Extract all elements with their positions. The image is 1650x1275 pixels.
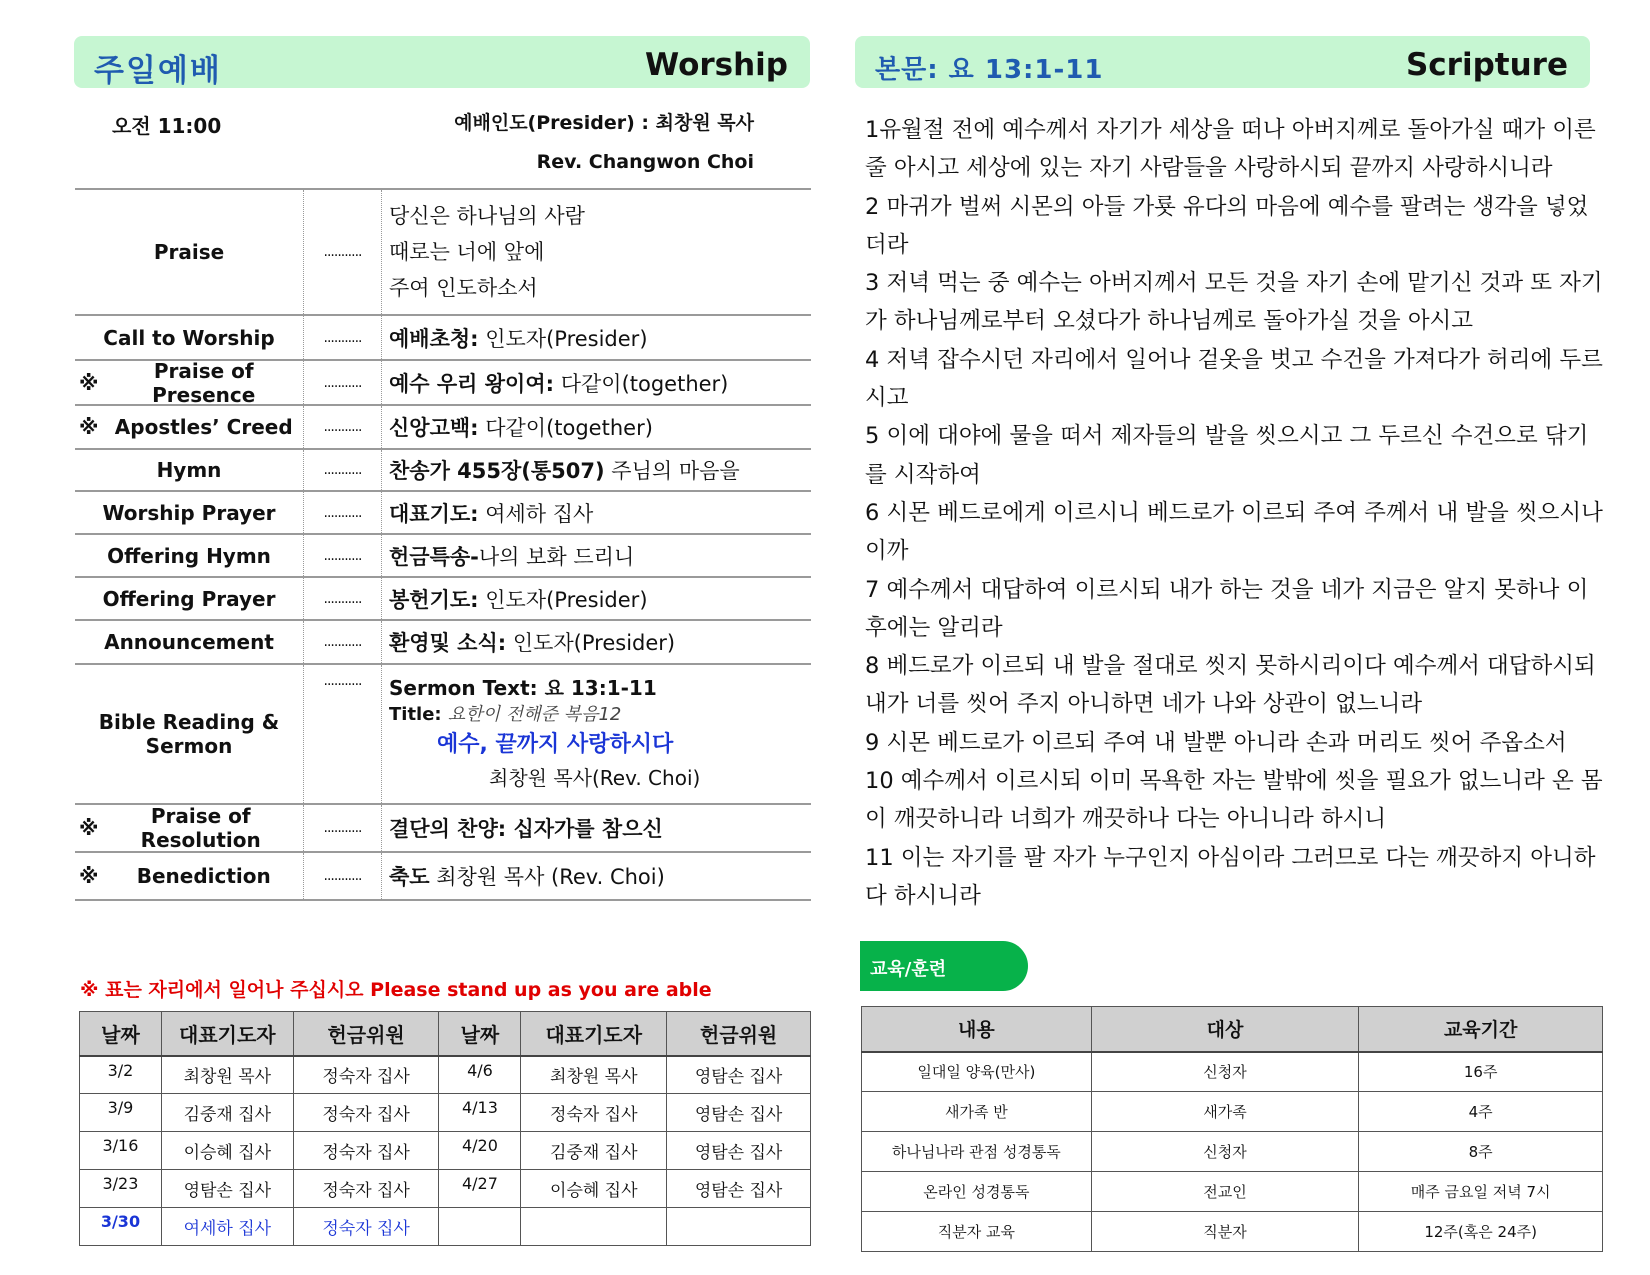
- duty-row-current: [80, 1208, 811, 1246]
- duty-prayer: 최창원 목사: [161, 1056, 293, 1094]
- scripture-title-en: Scripture: [1405, 47, 1568, 83]
- sermon-text: Sermon Text: 요 13:1-11: [389, 676, 657, 700]
- worship-title-kr: 주일예배: [94, 53, 222, 89]
- order-item-detail: 다같이(together): [554, 371, 729, 396]
- duty-date: 3/16: [80, 1132, 162, 1170]
- scripture-text: [865, 111, 1605, 915]
- education-badge: [860, 941, 1028, 991]
- duty-offering: 정숙자 집사: [293, 1094, 439, 1132]
- sermon-title: 예수, 끝까지 사랑하시다: [437, 732, 674, 757]
- education-period: 8주: [1359, 1132, 1603, 1172]
- order-row-announcement: [75, 621, 811, 665]
- scripture-reference: 본문: 요 13:1-11: [875, 55, 1104, 85]
- duty-header: 대표기도자: [521, 1012, 667, 1056]
- order-row-benediction: [75, 853, 811, 901]
- duty-header: 날짜: [80, 1012, 162, 1056]
- duty-date: 3/9: [80, 1094, 162, 1132]
- order-label: Call to Worship: [75, 316, 304, 359]
- order-item-bold: 환영및 소식:: [389, 631, 507, 655]
- education-badge-label: 교육/훈련: [870, 959, 947, 980]
- duty-date: 4/6: [439, 1056, 521, 1094]
- order-item-bold: 예수 우리 왕이여:: [389, 371, 555, 396]
- order-row-resolution: [75, 805, 811, 853]
- order-label: Apostles’ Creed: [114, 415, 293, 439]
- duty-header: 날짜: [439, 1012, 521, 1056]
- duty-header: 헌금위원: [293, 1012, 439, 1056]
- education-course: 일대일 양육(만사): [862, 1052, 1092, 1092]
- sermon-preacher: 최창원 목사(Rev. Choi): [489, 766, 701, 790]
- order-label: Benediction: [136, 864, 271, 888]
- order-label: Sermon: [145, 734, 233, 758]
- duty-header: 대표기도자: [161, 1012, 293, 1056]
- duty-offering: 정숙자 집사: [293, 1132, 439, 1170]
- sermon-series: 요한이 전해준 복음12: [447, 704, 622, 725]
- duty-offering: [667, 1208, 811, 1246]
- education-row: [862, 1052, 1603, 1092]
- education-target: 전교인: [1091, 1172, 1359, 1212]
- duty-prayer: 영탐손 집사: [161, 1170, 293, 1208]
- order-row-call: [75, 316, 811, 361]
- education-row: [862, 1092, 1603, 1132]
- stand-mark: ※: [79, 370, 99, 395]
- order-label: Hymn: [75, 450, 304, 490]
- duty-date: 4/20: [439, 1132, 521, 1170]
- presider-en: Rev. Changwon Choi: [536, 151, 754, 173]
- duty-date: 3/23: [80, 1170, 162, 1208]
- scripture-verse: 3 저녁 먹는 중 예수는 아버지께서 모든 것을 자기 손에 맡기신 것과 또 자기가 하나님께로부터 오셨다가 하나님께로 돌아가실 것을 아시고: [865, 270, 1603, 335]
- order-item-bold: 결단의 찬양: 십자가를 참으신: [389, 817, 663, 841]
- order-item-detail: 인도자(Presider): [478, 587, 648, 612]
- duty-offering: 정숙자 집사: [293, 1056, 439, 1094]
- order-row-sermon: [75, 665, 811, 805]
- scripture-verse: 7 예수께서 대답하여 이르시되 내가 하는 것을 네가 지금은 알지 못하나 이후에는 알리라: [865, 576, 1589, 641]
- order-label: Offering Prayer: [75, 578, 304, 619]
- duty-offering: 정숙자 집사: [293, 1170, 439, 1208]
- education-header: 내용: [862, 1007, 1092, 1052]
- order-label: Praise of Resolution: [140, 804, 261, 852]
- duty-offering: 정숙자 집사: [293, 1208, 439, 1246]
- education-period: 16주: [1359, 1052, 1603, 1092]
- order-item-bold: 헌금특송-: [389, 544, 479, 569]
- duty-row: [80, 1056, 811, 1094]
- education-course: 온라인 성경통독: [862, 1172, 1092, 1212]
- duty-prayer: 이승혜 집사: [521, 1170, 667, 1208]
- order-label: Offering Hymn: [75, 535, 304, 576]
- praise-song: 주여 인도하소서: [389, 276, 538, 300]
- order-label: Worship Prayer: [75, 492, 304, 533]
- duty-header: 헌금위원: [667, 1012, 811, 1056]
- order-of-service: [75, 188, 811, 901]
- order-item-detail: 인도자(Presider): [506, 631, 676, 655]
- order-dots: ...........: [304, 316, 382, 359]
- service-time: 오전 11:00: [112, 114, 222, 138]
- order-row-prayer: [75, 492, 811, 535]
- order-item-bold: 대표기도:: [389, 501, 479, 526]
- order-dots: ...........: [304, 535, 382, 576]
- education-table: [861, 1006, 1603, 1252]
- education-target: 신청자: [1091, 1132, 1359, 1172]
- sermon-title-label: Title:: [389, 704, 448, 725]
- praise-song: 당신은 하나님의 사람: [389, 204, 585, 228]
- scripture-verse: 8 베드로가 이르되 내 발을 절대로 씻지 못하시리이다 예수께서 대답하시되 내가 너를 씻어 주지 아니하면 네가 나와 상관이 없느니라: [865, 653, 1596, 718]
- duty-date: 4/27: [439, 1170, 521, 1208]
- education-course: 새가족 반: [862, 1092, 1092, 1132]
- order-item-detail: 다같이(together): [478, 416, 653, 440]
- order-row-creed: [75, 406, 811, 450]
- scripture-verse: 9 시몬 베드로가 이르되 주여 내 발뿐 아니라 손과 머리도 씻어 주옵소서: [865, 729, 1567, 756]
- stand-mark: ※: [79, 816, 99, 840]
- education-course: 하나님나라 관점 성경통독: [862, 1132, 1092, 1172]
- order-item-detail: 나의 보화 드리니: [478, 544, 635, 569]
- order-label: Praise of Presence: [152, 358, 256, 407]
- order-item-bold: 축도: [389, 865, 430, 889]
- order-item-detail: 여세하 집사: [478, 501, 594, 526]
- order-row-offering-hymn: [75, 535, 811, 578]
- education-row: [862, 1132, 1603, 1172]
- order-dots: ...........: [304, 853, 382, 899]
- education-period: 4주: [1359, 1092, 1603, 1132]
- scripture-banner: [855, 36, 1590, 88]
- duty-prayer: 최창원 목사: [521, 1056, 667, 1094]
- duty-offering: 영탐손 집사: [667, 1056, 811, 1094]
- scripture-verse: 2 마귀가 벌써 시몬의 아들 가룟 유다의 마음에 예수를 팔려는 생각을 넣었더라: [865, 193, 1589, 258]
- duty-table: [79, 1011, 811, 1246]
- duty-prayer: 이승혜 집사: [161, 1132, 293, 1170]
- order-label: Announcement: [75, 621, 304, 663]
- duty-header-row: [80, 1012, 811, 1056]
- order-item-bold: 봉헌기도:: [389, 587, 479, 612]
- duty-prayer: 김중재 집사: [161, 1094, 293, 1132]
- stand-mark: ※: [79, 415, 99, 439]
- order-dots: ...........: [304, 805, 382, 851]
- order-row-hymn: [75, 450, 811, 492]
- education-period: 12주(혹은 24주): [1359, 1212, 1603, 1252]
- duty-prayer: 정숙자 집사: [521, 1094, 667, 1132]
- order-dots: ...........: [304, 578, 382, 619]
- duty-prayer: [521, 1208, 667, 1246]
- education-course: 직분자 교육: [862, 1212, 1092, 1252]
- order-dots: ...........: [304, 190, 382, 314]
- education-target: 신청자: [1091, 1052, 1359, 1092]
- scripture-verse: 6 시몬 베드로에게 이르시니 베드로가 이르되 주여 주께서 내 발을 씻으시나이까: [865, 499, 1603, 565]
- order-dots: ...........: [304, 621, 382, 663]
- order-item-bold: 찬송가 455장(통507): [389, 459, 605, 483]
- scripture-verse: 10 예수께서 이르시되 이미 목욕한 자는 발밖에 씻을 필요가 없느니라 온 몸이 깨끗하니라 너희가 깨끗하나 다는 아니니라 하시니: [865, 768, 1603, 833]
- order-item-detail: 인도자(Presider): [478, 326, 648, 351]
- duty-row: [80, 1170, 811, 1208]
- duty-date: [439, 1208, 521, 1246]
- stand-notice: ※ 표는 자리에서 일어나 주십시오 Please stand up as you are able: [80, 979, 712, 1001]
- order-item-bold: 신앙고백:: [389, 416, 479, 440]
- order-dots: ...........: [304, 665, 382, 803]
- duty-date: 4/13: [439, 1094, 521, 1132]
- order-dots: ...........: [304, 361, 382, 404]
- education-header-row: [862, 1007, 1603, 1052]
- education-target: 직분자: [1091, 1212, 1359, 1252]
- scripture-verse: 4 저녁 잡수시던 자리에서 일어나 겉옷을 벗고 수건을 가져다가 허리에 두르시고: [865, 346, 1603, 412]
- order-item-bold: 예배초청:: [389, 326, 479, 351]
- duty-date: 3/2: [80, 1056, 162, 1094]
- worship-title-en: Worship: [644, 47, 788, 83]
- education-target: 새가족: [1091, 1092, 1359, 1132]
- duty-offering: 영탐손 집사: [667, 1170, 811, 1208]
- order-row-praise: [75, 190, 811, 316]
- stand-mark: ※: [79, 864, 99, 888]
- scripture-verse: 1유월절 전에 예수께서 자기가 세상을 떠나 아버지께로 돌아가실 때가 이른 줄 아시고 세상에 있는 자기 사람들을 사랑하시되 끝까지 사랑하시니라: [865, 117, 1596, 182]
- scripture-verse: 5 이에 대야에 물을 떠서 제자들의 발을 씻으시고 그 두르신 수건으로 닦기를 시작하여: [865, 423, 1589, 488]
- education-row: [862, 1172, 1603, 1212]
- education-row: [862, 1212, 1603, 1252]
- order-dots: ...........: [304, 406, 382, 448]
- worship-banner: [74, 36, 810, 88]
- duty-prayer: 여세하 집사: [161, 1208, 293, 1246]
- order-dots: ...........: [304, 450, 382, 490]
- praise-song: 때로는 너에 앞에: [389, 240, 545, 264]
- duty-offering: 영탐손 집사: [667, 1094, 811, 1132]
- duty-date: 3/30: [80, 1208, 162, 1246]
- scripture-verse: 11 이는 자기를 팔 자가 누구인지 아심이라 그러므로 다는 깨끗하지 아니하다 하시니라: [865, 844, 1596, 909]
- order-row-presence: [75, 358, 811, 407]
- duty-row: [80, 1132, 811, 1170]
- order-item-detail: 최창원 목사 (Rev. Choi): [429, 865, 665, 889]
- order-item-detail: 주님의 마음을: [604, 459, 740, 483]
- duty-row: [80, 1094, 811, 1132]
- duty-prayer: 김중재 집사: [521, 1132, 667, 1170]
- order-label: Praise: [75, 190, 304, 314]
- order-row-offering-prayer: [75, 578, 811, 621]
- order-label: Bible Reading &: [98, 710, 280, 734]
- presider: 예배인도(Presider) : 최창원 목사: [454, 112, 754, 134]
- duty-offering: 영탐손 집사: [667, 1132, 811, 1170]
- order-dots: ...........: [304, 492, 382, 533]
- praise-songs: [382, 190, 811, 314]
- education-period: 매주 금요일 저녁 7시: [1359, 1172, 1603, 1212]
- education-header: 교육기간: [1359, 1007, 1603, 1052]
- education-header: 대상: [1091, 1007, 1359, 1052]
